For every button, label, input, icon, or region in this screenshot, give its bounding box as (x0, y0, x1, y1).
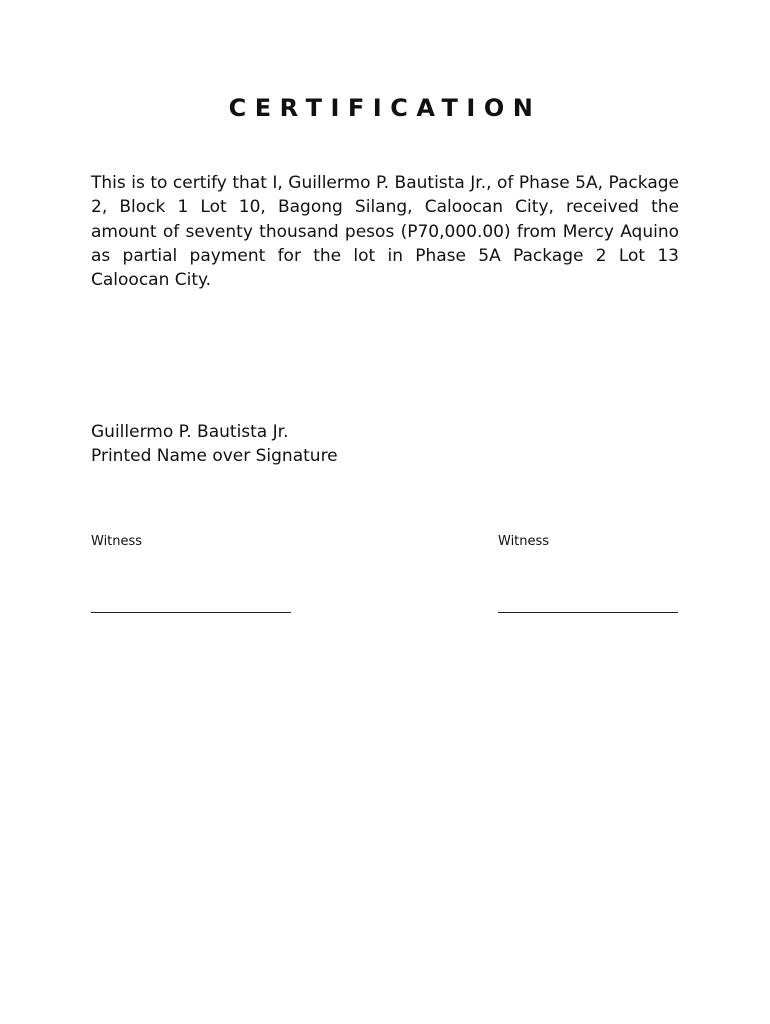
witness-label-left: Witness (91, 534, 143, 549)
signatory-block (91, 420, 338, 469)
witness-label-right: Witness (498, 534, 550, 549)
certification-body: This is to certify that I, Guillermo P. Bautista Jr., of Phase 5A, Package 2, Block 1 Lot 10, Bagong Silang, Caloocan City, received the amount of seventy thousand pesos (P70,000.00) from Mercy Aquino as partial payment for the lot in Phase 5A Package 2 Lot 13 Caloocan City. (91, 173, 679, 291)
witness-signature-line-left (91, 612, 291, 613)
witness-signature-line-right (498, 612, 678, 613)
signature-caption: Printed Name over Signature (91, 446, 338, 467)
document-title: CERTIFICATION (228, 94, 542, 122)
signatory-name: Guillermo P. Bautista Jr. (91, 422, 289, 442)
